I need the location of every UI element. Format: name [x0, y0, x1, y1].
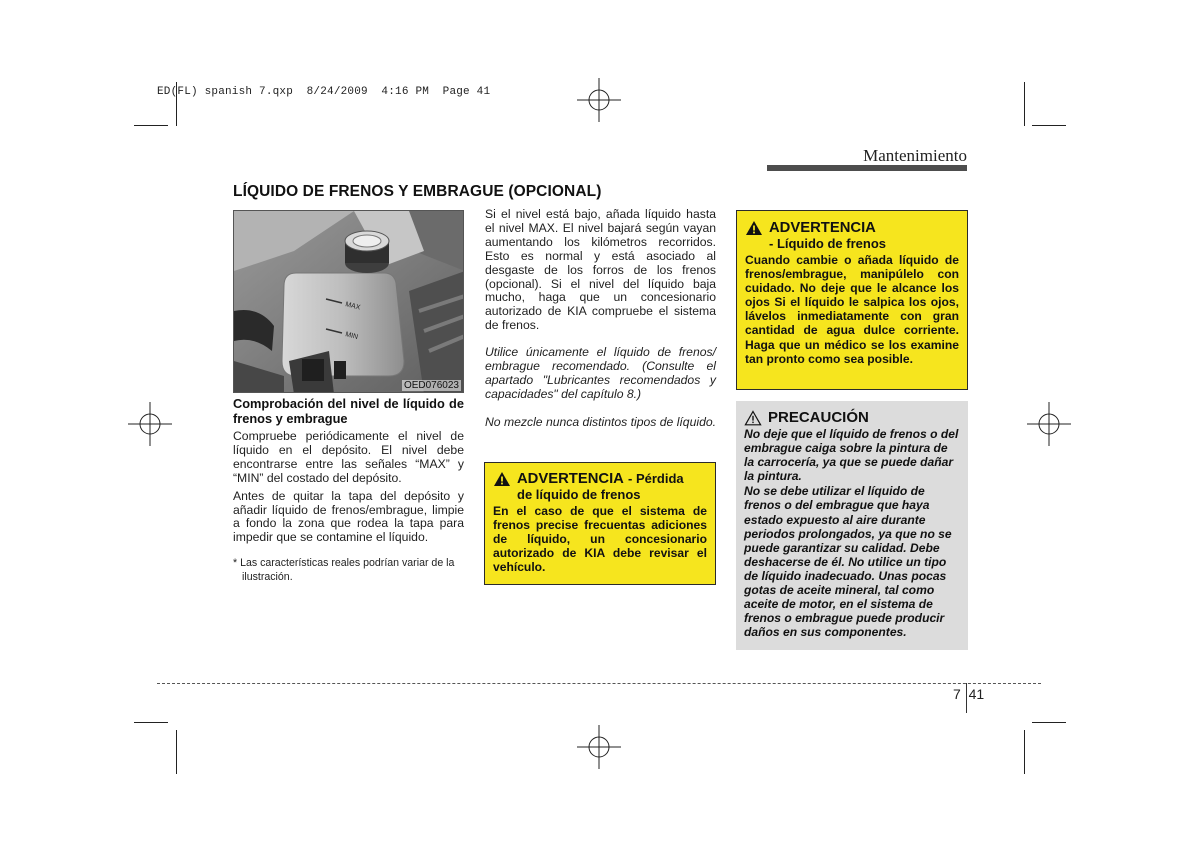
warning-triangle-icon [493, 471, 511, 487]
warning-subtitle: - Líquido de frenos [769, 236, 886, 251]
crop-mark [1024, 82, 1025, 126]
paragraph: Antes de quitar la tapa del depósito y añadir líquido de frenos/embrague, limpie a fondo la zona que rodea la tapa para impedir que se contamine el líquido. [233, 488, 464, 545]
page-number [953, 686, 984, 702]
paragraph: No mezcle nunca distintos tipos de líquido. [485, 414, 717, 429]
crop-mark [1032, 722, 1066, 723]
warning-heading [745, 220, 959, 236]
print-slug: ED(FL) spanish 7.qxp 8/24/2009 4:16 PM Page 41 [157, 86, 491, 98]
registration-mark-bottom [575, 725, 623, 769]
registration-mark-left [128, 400, 172, 448]
header-bar [767, 165, 967, 171]
warning-body: Cuando cambie o añada líquido de frenos/embrague, manipúlelo con cuidado. No deje que le alcance los ojos Si el líquido le salpica los ojos, lávelos inmediatamente con gran cantidad de agua dulce corriente. Haga que un médico se los examine tan pronto como sea posible. [745, 253, 959, 366]
paragraph: Si el nivel está bajo, añada líquido hasta el nivel MAX. El nivel bajará según vayan aumentando los kilómetros recorridos. Esto es normal y está asociado al desgaste de los forros de los frenos (opcional). Si el nivel del líquido baja mucho, haga que un concesionario autorizado de KIA compruebe el sistema de frenos. [485, 207, 716, 333]
caution-heading [744, 410, 960, 426]
caution-triangle-icon [744, 410, 762, 426]
caution-paragraph: No se debe utilizar el líquido de frenos o del embrague que haya estado expuesto al aire durante periodos prolongados, ya que no se puede garantizar su calidad. Debe deshacerse de él. No utilice un tipo de líquido inadecuado. Unas pocas gotas de aceite mineral, tal como aceite de motor, en el sistema de frenos o embrague puede producir daños en sus componentes. [744, 484, 952, 640]
min-mark-label: MIN [344, 331, 359, 342]
subheading: Comprobación del nivel de líquido de frenos y embrague [233, 396, 464, 426]
registration-mark-top [575, 78, 623, 122]
figure-code: OED076023 [403, 380, 459, 391]
crop-mark [1024, 730, 1025, 774]
warning-box-brake-fluid [736, 210, 968, 390]
caution-paragraph: No deje que el líquido de frenos o del embrague caiga sobre la pintura de la carrocería, ya que se puede dañar la pintura. [744, 427, 959, 484]
warning-heading [493, 471, 707, 487]
crop-mark [176, 730, 177, 774]
warning-subtitle: - Pérdida [628, 471, 684, 486]
warning-title: ADVERTENCIA [769, 220, 876, 236]
warning-subtitle-continued: de líquido de frenos [517, 487, 641, 502]
chapter-number: 7 [953, 686, 961, 702]
warning-box-fluid-loss [484, 462, 716, 585]
crop-mark [1032, 125, 1066, 126]
footer-rule [157, 683, 1041, 684]
page-number-value: 41 [968, 686, 985, 702]
brake-fluid-reservoir-image [233, 210, 464, 393]
warning-title: ADVERTENCIA [517, 471, 624, 487]
middle-column [485, 208, 716, 430]
footnote: * Las características reales podrían variar de la ilustración. [233, 557, 455, 583]
registration-mark-right [1027, 400, 1071, 448]
section-title: Mantenimiento [863, 146, 967, 165]
reservoir-illustration [234, 211, 464, 393]
paragraph: Utilice únicamente el líquido de frenos/ embrague recomendado. (Consulte el apartado "Lubricantes recomendados y capacidades" del capítulo 8.) [485, 345, 716, 401]
max-mark-label: MAX [344, 301, 361, 312]
warning-body: En el caso de que el sistema de frenos precise frecuentas adiciones de líquido, un concesionario autorizado de KIA debe revisar el vehículo. [493, 504, 707, 575]
left-column [233, 397, 464, 545]
crop-mark [134, 722, 168, 723]
warning-triangle-icon [745, 220, 763, 236]
crop-mark [134, 125, 168, 126]
article-title: LÍQUIDO DE FRENOS Y EMBRAGUE (OPCIONAL) [233, 183, 602, 200]
paragraph: Compruebe periódicamente el nivel de líquido en el depósito. El nivel debe encontrarse entre las señales “MAX” y “MIN” del costado del depósito. [233, 429, 464, 485]
caution-title: PRECAUCIÓN [768, 409, 869, 426]
caution-box [736, 401, 968, 650]
